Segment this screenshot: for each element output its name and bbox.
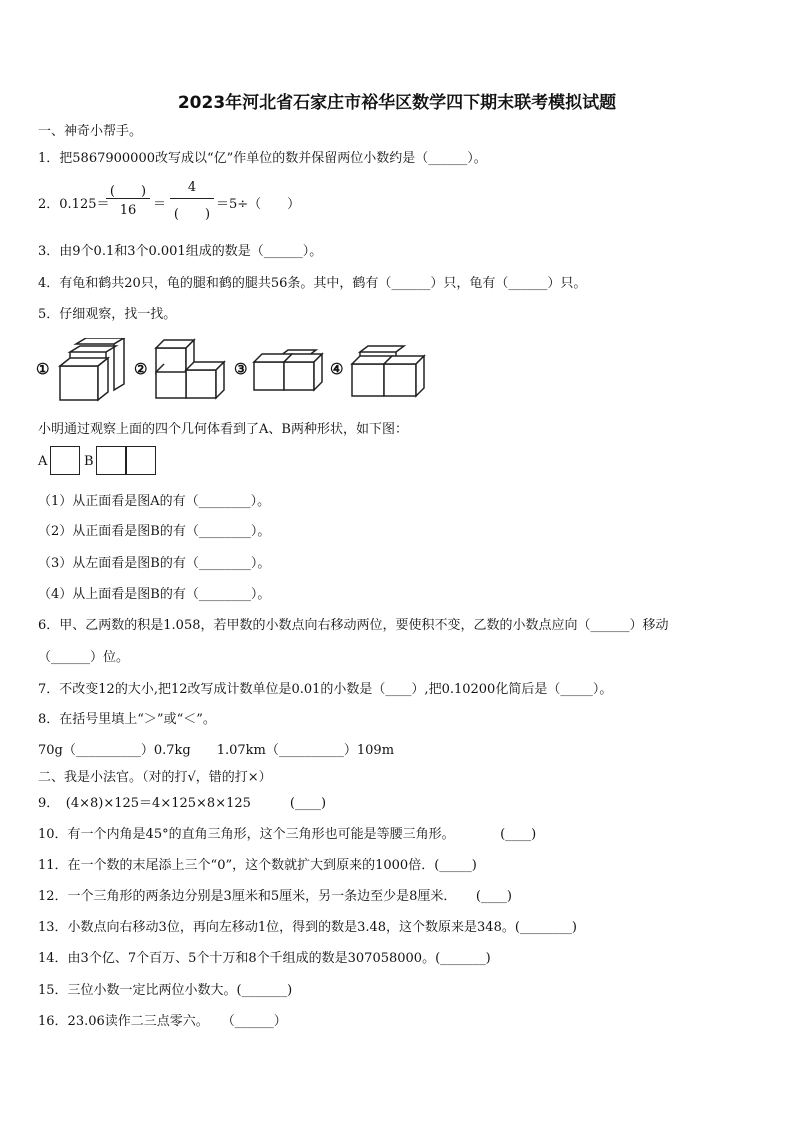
shape-a-label: A <box>38 454 48 469</box>
question-3: 3．由9个0.1和3个0.001组成的数是（______）。 <box>38 244 323 259</box>
shape-a-square <box>50 446 80 475</box>
figure-2-label: ② <box>134 360 148 378</box>
fraction-1-denominator: 16 <box>119 203 137 218</box>
question-10: 10．有一个内角是45°的直角三角形，这个三角形也可能是等腰三角形。 (____) <box>38 827 537 842</box>
fraction-2-numerator: 4 <box>187 180 197 195</box>
question-2-tail: ＝5÷（ ） <box>216 197 301 212</box>
question-5-part-4: （4）从上面看是图B的有（________）。 <box>38 587 271 602</box>
figure-4-cubes <box>348 344 428 400</box>
section-1-heading: 一、神奇小帮手。 <box>38 124 143 139</box>
fraction-2-denominator: ( ) <box>173 207 211 222</box>
shape-b-square-right <box>126 446 156 475</box>
question-1: 1．把5867900000改写成以“亿”作单位的数并保留两位小数约是（______）。 <box>38 151 487 166</box>
shape-b-square-left <box>96 446 126 475</box>
question-15: 15．三位小数一定比两位小数大。(_______) <box>38 983 293 998</box>
cube-figures <box>36 338 436 402</box>
fraction-1-bar <box>106 198 150 199</box>
figure-4-label: ④ <box>330 360 344 378</box>
section-2-heading: 二、我是小法官。（对的打√，错的打×） <box>38 770 272 785</box>
figure-1-label: ① <box>36 360 50 378</box>
question-8-items: 70g（__________）0.7kg 1.07km（__________）109m <box>38 743 395 758</box>
question-16: 16．23.06读作二三点零六。 （______） <box>38 1014 287 1029</box>
page-title: 2023年河北省石家庄市裕华区数学四下期末联考模拟试题 <box>177 93 617 113</box>
question-13: 13．小数点向右移动3位，再向左移动1位，得到的数是3.48，这个数原来是348。(________) <box>38 920 577 935</box>
question-12: 12．一个三角形的两条边分别是3厘米和5厘米，另一条边至少是8厘米． (____) <box>38 889 512 904</box>
question-5-description: 小明通过观察上面的四个几何体看到了A、B两种形状，如下图： <box>38 422 408 437</box>
question-5-part-1: （1）从正面看是图A的有（________）。 <box>38 494 271 509</box>
question-8: 8．在括号里填上“＞”或“＜”。 <box>38 712 216 727</box>
question-2-lead: 2．0.125＝ <box>38 197 110 212</box>
shape-b-label: B <box>84 454 94 469</box>
question-6-line-2: （______）位。 <box>38 650 130 665</box>
question-5-part-2: （2）从正面看是图B的有（________）。 <box>38 524 271 539</box>
figure-2-cubes <box>152 338 232 402</box>
figure-1-cubes <box>56 338 132 402</box>
question-14: 14．由3个亿、7个百万、5个十万和8个千组成的数是307058000。(_______) <box>38 951 491 966</box>
figure-3-label: ③ <box>234 360 248 378</box>
question-4: 4．有龟和鹤共20只，龟的腿和鹤的腿共56条。其中，鹤有（______）只，龟有（______）只。 <box>38 276 587 291</box>
question-5: 5．仔细观察，找一找。 <box>38 307 177 322</box>
equals-sign: ＝ <box>153 197 167 212</box>
question-9: 9． (4×8)×125＝4×125×8×125 (____) <box>38 796 327 811</box>
figure-3-cubes <box>252 348 326 398</box>
question-6-line-1: 6．甲、乙两数的积是1.058，若甲数的小数点向右移动两位，要使积不变，乙数的小数点应向（______）移动 <box>38 618 669 633</box>
question-7: 7．不改变12的大小,把12改写成计数单位是0.01的小数是（____）,把0.10200化简后是（_____）。 <box>38 682 613 697</box>
question-5-part-3: （3）从左面看是图B的有（________）。 <box>38 556 271 571</box>
question-11: 11．在一个数的末尾添上三个“0”，这个数就扩大到原来的1000倍．(_____) <box>38 858 477 873</box>
fraction-1-numerator: ( ) <box>109 184 147 199</box>
fraction-2-bar <box>170 198 214 199</box>
